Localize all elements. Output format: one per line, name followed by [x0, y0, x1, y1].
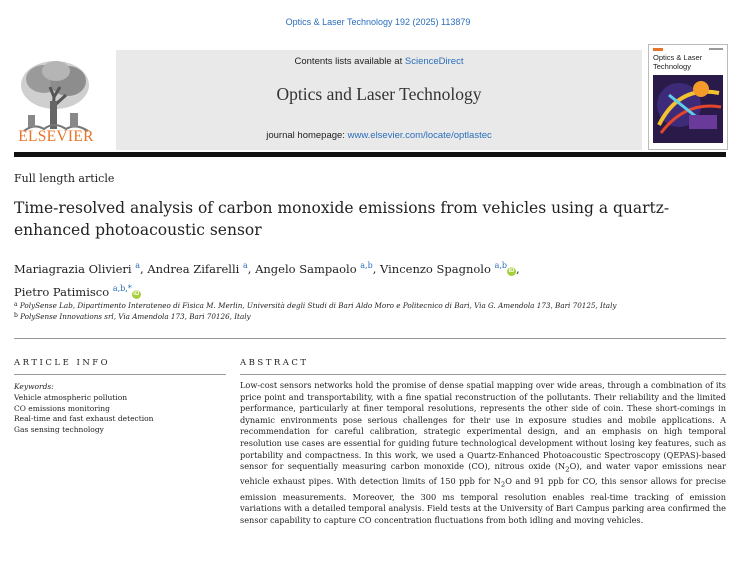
author-affiliation-mark[interactable]: a,b: [494, 261, 507, 270]
journal-cover-thumbnail[interactable]: [648, 44, 728, 150]
homepage-link[interactable]: www.elsevier.com/locate/optlastec: [347, 130, 492, 141]
author-affiliation-mark[interactable]: a: [243, 261, 248, 270]
article-info-rule: [14, 374, 226, 375]
author-affiliation-mark[interactable]: a,b: [360, 261, 373, 270]
author-name[interactable]: Andrea Zifarelli: [147, 261, 240, 276]
author-name[interactable]: Angelo Sampaolo: [255, 261, 357, 276]
cover-title: Optics & Laser Technology: [653, 53, 703, 71]
sciencedirect-link[interactable]: ScienceDirect: [404, 56, 464, 67]
journal-name: Optics and Laser Technology: [276, 84, 482, 104]
journal-header-box: [116, 50, 642, 150]
orcid-icon[interactable]: iD: [133, 290, 140, 297]
elsevier-wordmark: ELSEVIER: [18, 128, 94, 145]
orcid-icon[interactable]: iD: [508, 267, 515, 274]
author-affiliation-mark[interactable]: a,b,*: [112, 283, 132, 293]
abstract-text: Low-cost sensors networks hold the promise of dense spatial mapping over wide areas, through a combination of its price point and transportability, with a fine spatial reconstruction of the pollutants. Their reliability and the limited performance, particularly at finer temporal resolutions, represents the other side of coin. These short-comings in dynamic environments pose serious challenges for their use in exposure studies and mobile applications. A recommendation for careful calibration, strategic experimental design, and an emphasis on high temporal resolution use cases are essential for guiding future technological development without losing key features, such as portability and compactness. In this work, we used a Quartz-Enhanced Photoacoustic Spectroscopy (QEPAS)-based sensor for sequentially measuring carbon monoxide (CO), nitrous oxide $(N_2O)$, and water vapor emissions near vehicle exhaust pipes. With detection limits of 150 ppb for $N_2O$ and 91 ppb for CO, this sensor allows for precise emission measurements. Moreover, the 300 ms temporal resolution enables real-time tracking of emission variations with a detailed temporal analysis. Field tests at the University of Bari Campus parking area confirmed the sensor capability to capture CO concentration fluctuations from both idling and moving vehicles.: [240, 380, 726, 525]
section-divider: [14, 338, 726, 339]
author-list: Mariagrazia Olivieri $^a$, Andrea Zifarelli $^a$, Angelo Sampaolo $^{a,b}$, Vincenzo Spagnolo $^{a,b}$iD , Pietro Patimisco $^{a,b,*}$iD: [14, 261, 520, 299]
author-name[interactable]: Vincenzo Spagnolo: [380, 261, 491, 276]
keyword-item: Vehicle atmospheric pollution: [14, 393, 128, 402]
keywords-list: [14, 393, 154, 435]
affiliation-item: $^a$ PolySense Lab, Dipartimento Interateneo di Fisica M. Merlin, Università degli Studi di Bari Aldo Moro e Politecnico di Bari, Via G. Amendola 173, Bari 70125, Italy: [14, 301, 617, 310]
journal-reference[interactable]: Optics & Laser Technology 192 (2025) 113879: [285, 17, 471, 27]
keyword-item: Real-time and fast exhaust detection: [14, 414, 154, 423]
abstract-rule: [240, 374, 726, 375]
keyword-item: Gas sensing technology: [14, 424, 104, 434]
keyword-item: CO emissions monitoring: [14, 403, 110, 413]
contents-available-line: Contents lists available at ScienceDirect: [294, 56, 464, 67]
abstract-heading: ABSTRACT: [240, 358, 309, 368]
header-rule: [14, 152, 726, 157]
author-name[interactable]: Mariagrazia Olivieri: [14, 261, 132, 276]
article-title: Time-resolved analysis of carbon monoxide emissions from vehicles using a quartz-enhanced photoacoustic sensor: [14, 199, 670, 239]
author-affiliation-mark[interactable]: a: [135, 261, 141, 270]
author-name[interactable]: Pietro Patimisco: [14, 284, 110, 299]
affiliation-item: $^b$ PolySense Innovations srl, Via Amendola 173, Bari 70126, Italy: [14, 312, 251, 321]
article-info-heading: ARTICLE INFO: [14, 358, 111, 368]
affiliations: [14, 300, 724, 322]
journal-homepage-line: journal homepage: www.elsevier.com/locate/optlastec: [266, 130, 492, 141]
article-type: Full length article: [14, 172, 115, 185]
keywords-label: Keywords:: [14, 382, 54, 391]
